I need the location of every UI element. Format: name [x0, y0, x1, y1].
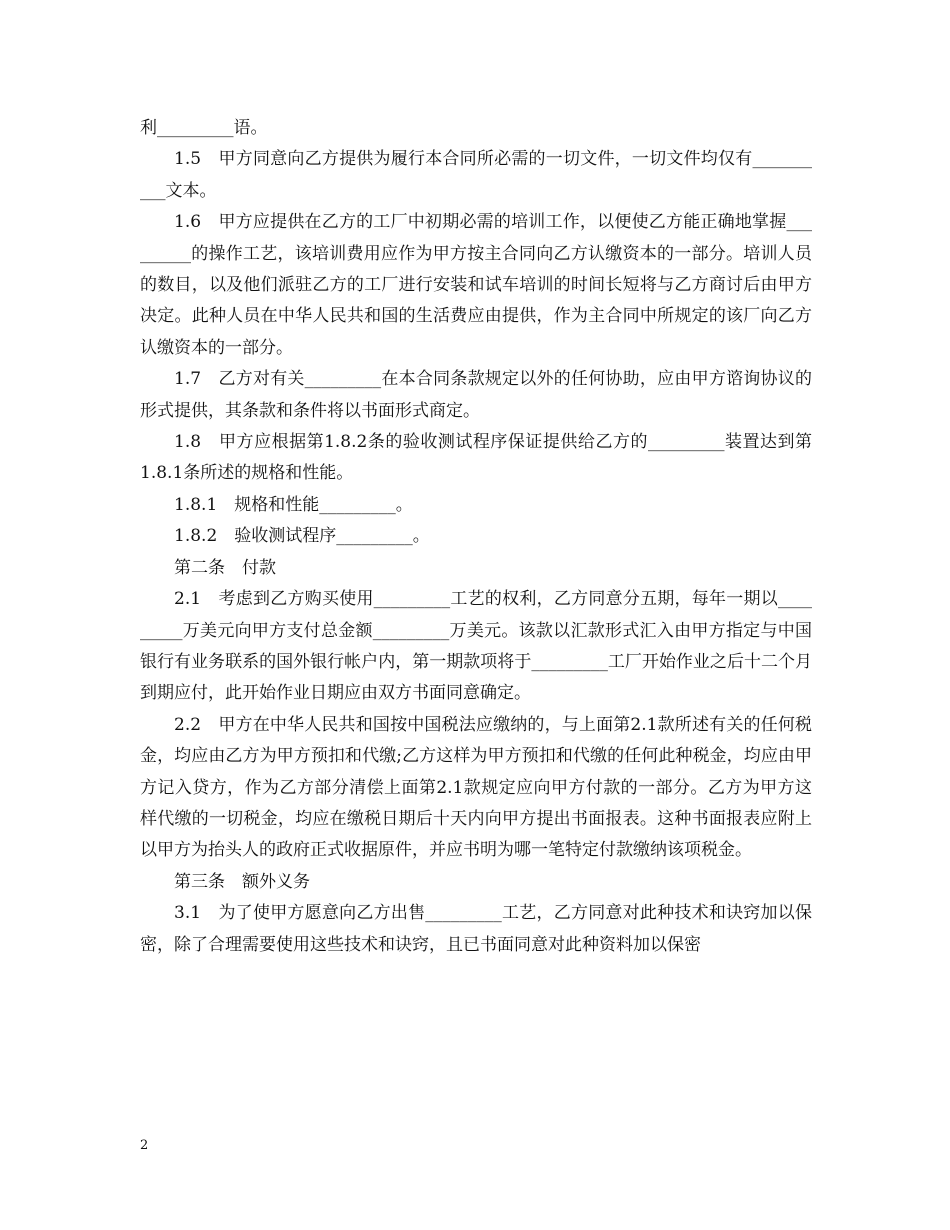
clause-1-6: 1.6 甲方应提供在乙方的工厂中初期必需的培训工作，以便使乙方能正确地掌握_________的操作工艺，该培训费用应作为甲方按主合同向乙方认缴资本的一部分。培训人员的数目，以及他们派驻乙方的工厂进行安装和试车培训的时间长短将与乙方商讨后由甲方决定。此种人员在中华人民共和国的生活费应由提供，作为主合同中所规定的该厂向乙方认缴资本的一部分。 — [140, 212, 812, 358]
clause-1-8: 1.8 甲方应根据第1.8.2条的验收测试程序保证提供给乙方的_________装置达到第1.8.1条所述的规格和性能。 — [140, 432, 812, 484]
clause-2-1: 2.1 考虑到乙方购买使用_________工艺的权利，乙方同意分五期，每年一期以_________万美元向甲方支付总金额_________万美元。该款以汇款形式汇入由甲方指定与中国银行有业务联系的国外银行帐户内，第一期款项将于_________工厂开始作业之后十二个月到期应付，此开始作业日期应由双方书面同意确定。 — [140, 589, 812, 704]
article-3-heading: 第三条 额外义务 — [174, 871, 310, 892]
paragraph-continuation: 利_________语。 — [140, 118, 268, 138]
page-number: 2 — [140, 1138, 149, 1153]
clause-1-7: 1.7 乙方对有关_________在本合同条款规定以外的任何协助，应由甲方谘询协议的形式提供，其条款和条件将以书面形式商定。 — [140, 369, 812, 421]
clause-1-5: 1.5 甲方同意向乙方提供为履行本合同所必需的一切文件，一切文件均仅有__________文本。 — [140, 149, 812, 201]
clause-3-1: 3.1 为了使甲方愿意向乙方出售_________工艺，乙方同意对此种技术和诀窍加以保密，除了合理需要使用这些技术和诀窍，且已书面同意对此种资料加以保密 — [140, 903, 812, 955]
clause-1-8-1: 1.8.1 规格和性能_________。 — [174, 494, 413, 515]
clause-2-2: 2.2 甲方在中华人民共和国按中国税法应缴纳的，与上面第2.1款所述有关的任何税金，均应由乙方为甲方预扣和代缴;乙方这样为甲方预扣和代缴的任何此种税金，均应由甲方记入贷方，作为乙方部分清偿上面第2.1款规定应向甲方付款的一部分。乙方为甲方这样代缴的一切税金，均应在缴税日期后十天内向甲方提出书面报表。这种书面报表应附上以甲方为抬头人的政府正式收据原件，并应书明为哪一笔特定付款缴纳该项税金。 — [140, 714, 812, 861]
document-page — [140, 113, 812, 961]
article-2-heading: 第二条 付款 — [174, 557, 276, 578]
clause-1-8-2: 1.8.2 验收测试程序_________。 — [174, 526, 430, 547]
